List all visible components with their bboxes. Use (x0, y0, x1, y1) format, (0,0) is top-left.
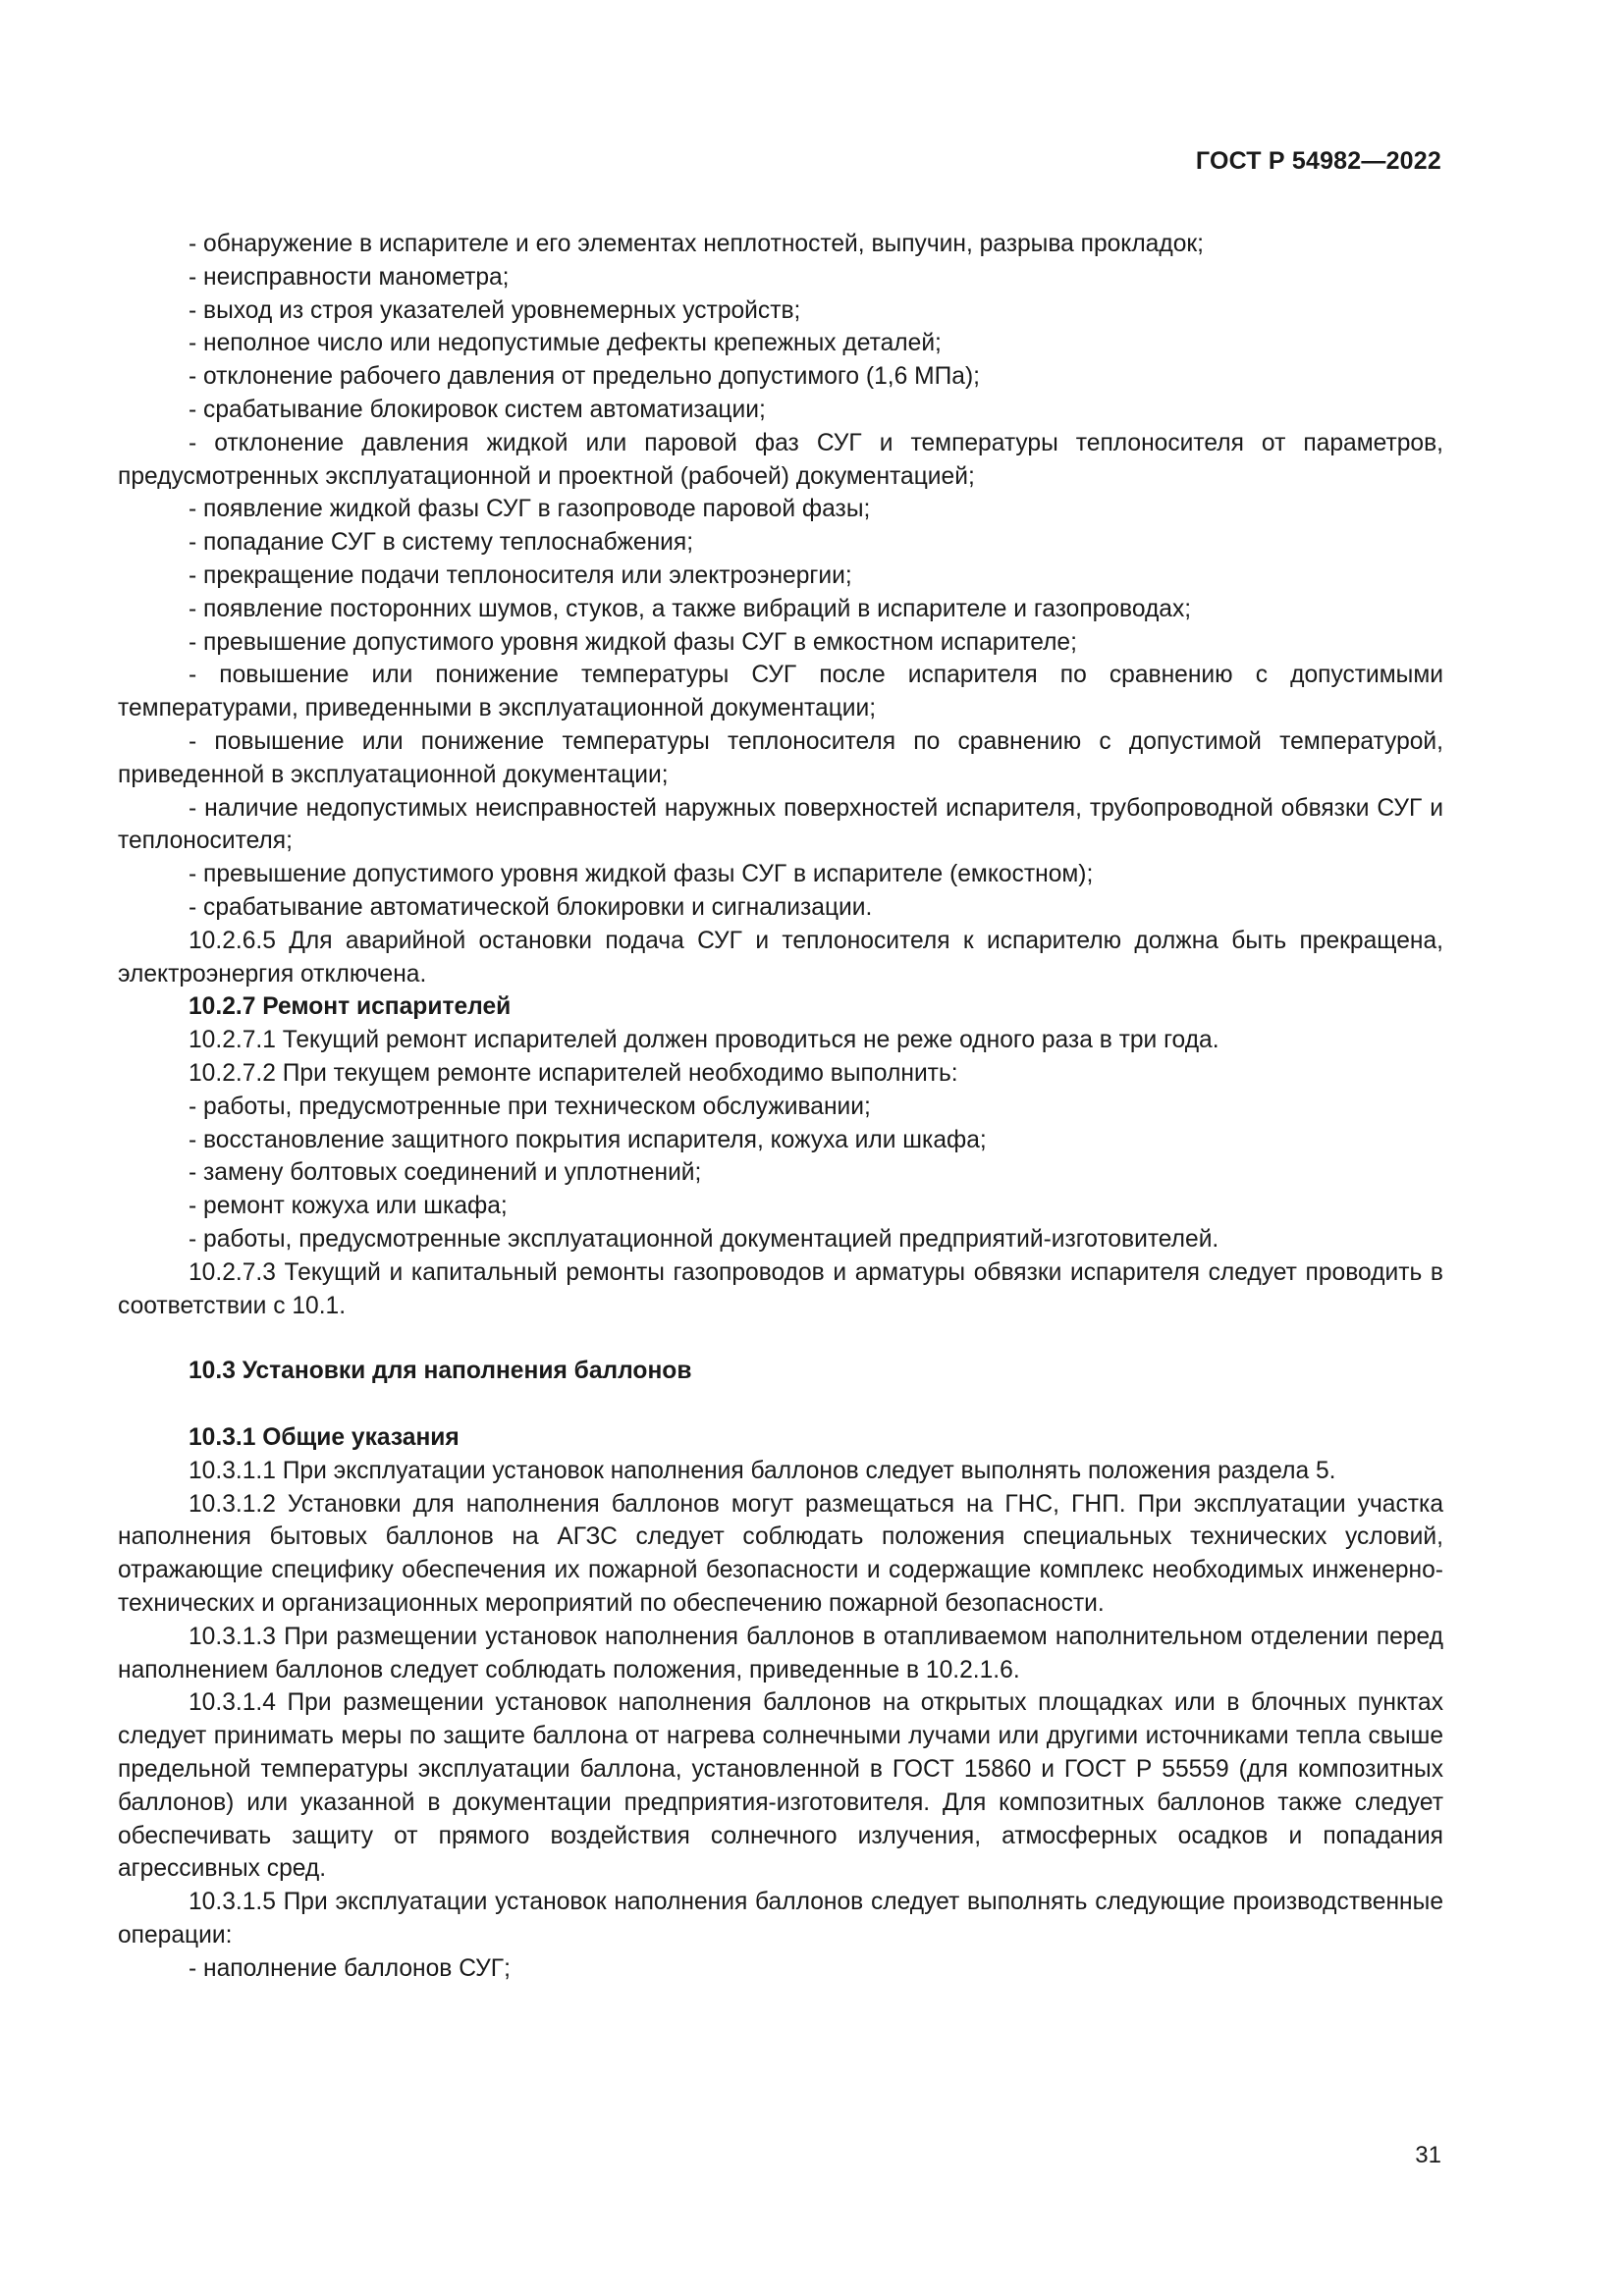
paragraph: 10.3.1.4 При размещении установок наполнения баллонов на открытых площадках или в блочных пунктах следует принимать меры по защите баллона от нагрева солнечными лучами или другими источниками тепла свыше предельной температуры эксплуатации баллона, установленной в ГОСТ 15860 и ГОСТ Р 55559 (для композитных баллонов) или указанной в документации предприятия-изготовителя. Для композитных баллонов также следует обеспечивать защиту от прямого воздействия солнечного излучения, атмосферных осадков и попадания агрессивных сред. (118, 1689, 1443, 1883)
paragraph: - отклонение рабочего давления от предельно допустимого (1,6 МПа); (189, 363, 980, 391)
paragraph: - появление жидкой фазы СУГ в газопроводе паровой фазы; (189, 496, 871, 523)
paragraph: 10.3.1.5 При эксплуатации установок наполнения баллонов следует выполнять следующие производственные операции: (118, 1889, 1443, 1949)
paragraph: - превышение допустимого уровня жидкой фазы СУГ в емкостном испарителе; (189, 628, 1077, 656)
section-heading: 10.2.7 Ремонт испарителей (189, 993, 512, 1021)
paragraph: - повышение или понижение температуры теплоносителя по сравнению с допустимой температурой, приведенной в эксплуатационной документации; (118, 727, 1443, 788)
section-heading: 10.3 Установки для наполнения баллонов (189, 1358, 692, 1385)
paragraph: 10.2.7.3 Текущий и капитальный ремонты газопроводов и арматуры обвязки испарителя следует проводить в соответствии с 10.1. (118, 1258, 1443, 1319)
paragraph: - работы, предусмотренные при техническом обслуживании; (189, 1093, 871, 1120)
paragraph: - неисправности манометра; (189, 263, 510, 291)
paragraph: - попадание СУГ в систему теплоснабжения; (189, 529, 694, 557)
document-header: ГОСТ Р 54982—2022 (1195, 147, 1441, 175)
paragraph: - обнаружение в испарителе и его элементах неплотностей, выпучин, разрыва прокладок; (189, 231, 1204, 257)
section-heading: 10.3.1 Общие указания (189, 1424, 460, 1452)
paragraph: 10.3.1.1 При эксплуатации установок наполнения баллонов следует выполнять положения раздела 5. (189, 1457, 1336, 1484)
paragraph: - превышение допустимого уровня жидкой фазы СУГ в испарителе (емкостном); (189, 861, 1094, 888)
paragraph: 10.2.7.1 Текущий ремонт испарителей должен проводиться не реже одного раза в три года. (189, 1027, 1219, 1054)
page-number: 31 (1415, 2142, 1441, 2168)
paragraph: - прекращение подачи теплоносителя или электроэнергии; (189, 561, 852, 589)
paragraph: 10.2.6.5 Для аварийной остановки подача СУГ и теплоносителя к испарителю должна быть прекращена, электроэнергия отключена. (118, 927, 1443, 988)
paragraph: - отклонение давления жидкой или паровой фаз СУГ и температуры теплоносителя от параметров, предусмотренных эксплуатационной и проектной (рабочей) документацией; (118, 429, 1443, 490)
paragraph: 10.3.1.2 Установки для наполнения баллонов могут размещаться на ГНС, ГНП. При эксплуатации участка наполнения бытовых баллонов на АГЗС следует соблюдать положения специальных технических условий, отражающие специфику обеспечения их пожарной безопасности и содержащие комплекс необходимых инженерно-технических и организационных мероприятий по обеспечению пожарной безопасности. (118, 1490, 1443, 1618)
paragraph: - работы, предусмотренные эксплуатационной документацией предприятий-изготовителей. (189, 1225, 1219, 1253)
paragraph: 10.3.1.3 При размещении установок наполнения баллонов в отапливаемом наполнительном отделении перед наполнением баллонов следует соблюдать положения, приведенные в 10.2.1.6. (118, 1623, 1443, 1683)
paragraph: - замену болтовых соединений и уплотнений; (189, 1159, 702, 1187)
paragraph: - выход из строя указателей уровнемерных устройств; (189, 296, 801, 324)
paragraph: - наличие недопустимых неисправностей наружных поверхностей испарителя, трубопроводной обвязки СУГ и теплоносителя; (118, 794, 1443, 855)
document-body (118, 228, 1443, 1986)
paragraph: 10.2.7.2 При текущем ремонте испарителей необходимо выполнить: (189, 1059, 958, 1087)
paragraph: - повышение или понижение температуры СУГ после испарителя по сравнению с допустимыми температурами, приведенными в эксплуатационной документации; (118, 662, 1443, 722)
paragraph: - наполнение баллонов СУГ; (189, 1954, 511, 1982)
paragraph: - восстановление защитного покрытия испарителя, кожуха или шкафа; (189, 1126, 987, 1153)
paragraph: - появление посторонних шумов, стуков, а также вибраций в испарителе и газопроводах; (189, 595, 1192, 622)
paragraph: - срабатывание автоматической блокировки и сигнализации. (189, 893, 873, 921)
paragraph: - неполное число или недопустимые дефекты крепежных деталей; (189, 330, 942, 357)
paragraph: - ремонт кожуха или шкафа; (189, 1193, 508, 1220)
paragraph: - срабатывание блокировок систем автоматизации; (189, 396, 766, 423)
